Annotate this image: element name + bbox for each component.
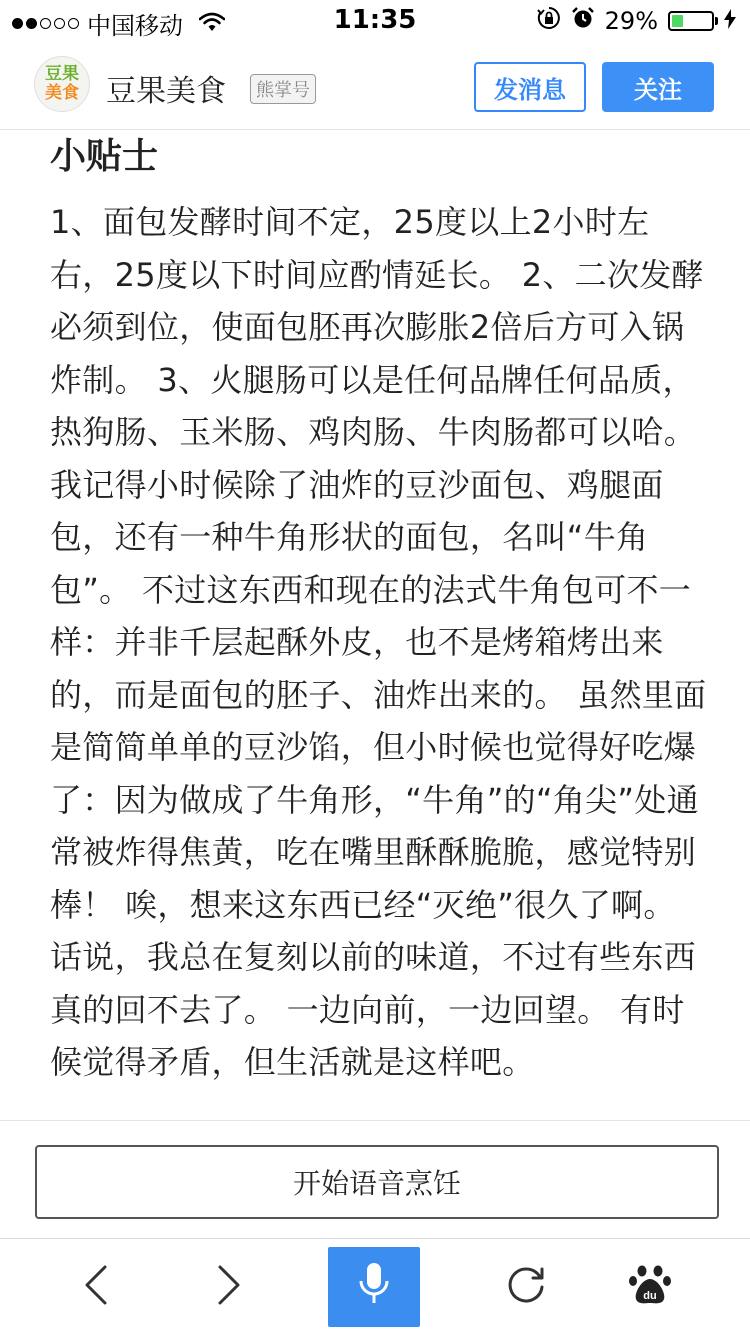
- xiongzhang-badge: 熊掌号: [250, 74, 316, 104]
- send-message-button[interactable]: 发消息: [474, 62, 586, 112]
- battery-percent: 29%: [604, 7, 658, 35]
- alarm-icon: [571, 6, 595, 36]
- carrier-name: 中国移动: [87, 12, 183, 40]
- charging-bolt-icon: [724, 7, 736, 35]
- status-right: [537, 6, 736, 36]
- voice-search-button[interactable]: [328, 1247, 420, 1327]
- tips-title: 小贴士: [50, 136, 159, 177]
- account-header: [0, 40, 750, 130]
- bottom-nav: [0, 1238, 750, 1334]
- chevron-right-icon: [214, 1263, 244, 1311]
- logo-line2: 美食: [45, 83, 79, 103]
- follow-button[interactable]: 关注: [602, 62, 714, 112]
- svg-text:du: du: [643, 1290, 657, 1302]
- logo-line1: 豆果: [45, 64, 79, 84]
- divider: [0, 1120, 750, 1121]
- forward-button[interactable]: [183, 1247, 275, 1327]
- tips-body: 1、面包发酵时间不定，25度以上2小时左右，25度以下时间应酌情延长。 2、二次发酵必须到位，使面包胚再次膨胀2倍后方可入锅炸制。 3、火腿肠可以是任何品牌任何品质，热狗肠、玉米肠、鸡肉肠、牛肉肠都可以哈。 我记得小时候除了油炸的豆沙面包、鸡腿面包，还有一种牛角形状的面包，名叫“牛角包”。 不过这东西和现在的法式牛角包可不一样：并非千层起酥外皮，也不是烤箱烤出来的，而是面包的胚子、油炸出来的。 虽然里面是简简单单的豆沙馅，但小时候也觉得好吃爆了：因为做成了牛角形，“牛角”的“角尖”处通常被炸得焦黄，吃在嘴里酥酥脆脆，感觉特别棒！ 唉，想来这东西已经“灭绝”很久了啊。 话说，我总在复刻以前的味道，不过有些东西真的回不去了。 一边向前，一边回望。 有时候觉得矛盾，但生活就是这样吧。: [50, 203, 707, 1081]
- account-name[interactable]: 豆果美食: [106, 74, 226, 109]
- article-content: [50, 130, 710, 1089]
- battery-icon: [668, 11, 714, 31]
- baidu-home-button[interactable]: [604, 1247, 696, 1327]
- status-time: 11:35: [333, 5, 417, 35]
- baidu-paw-icon: [628, 1263, 672, 1311]
- back-button[interactable]: [50, 1247, 142, 1327]
- microphone-icon: [357, 1261, 391, 1313]
- account-logo[interactable]: [34, 56, 90, 112]
- start-voice-cooking-button[interactable]: 开始语音烹饪: [35, 1145, 719, 1219]
- refresh-button[interactable]: [480, 1247, 572, 1327]
- chevron-left-icon: [81, 1263, 111, 1311]
- rotation-lock-icon: [537, 6, 561, 36]
- refresh-icon: [504, 1263, 548, 1311]
- status-bar: [0, 0, 750, 40]
